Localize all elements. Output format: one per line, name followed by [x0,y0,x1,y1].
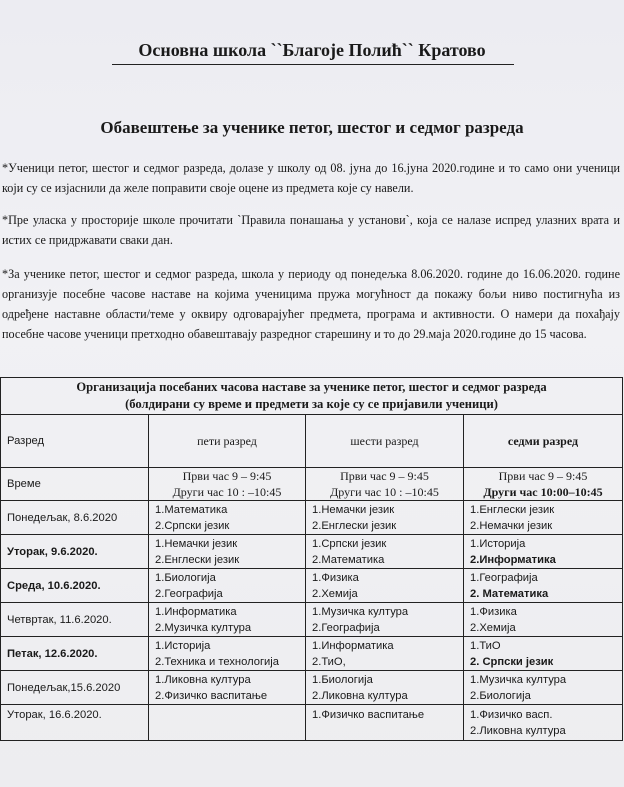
time-fifth-first: Први час 9 – 9:45 [182,469,272,483]
fifth-cell [149,501,306,535]
subject: 1.Математика [155,503,228,516]
day-cell: Понедељак,15.6.2020 [1,671,149,705]
time-sixth [306,468,464,501]
caption-line-1: Организација посебаних часова наставе за ученике петог, шестог и седмог разреда [76,380,547,394]
subject: 2.Физичко васпитање [155,689,268,702]
subject: 2.Немачки језик [470,519,553,532]
subject: 2.Ликовна култура [312,689,408,702]
subject: 1.Немачки језик [312,503,395,516]
subject-selected: 2. Математика [470,587,549,600]
fifth-cell [149,569,306,603]
seventh-cell [464,603,623,637]
seventh-cell [464,705,623,741]
day-cell: Понедељак, 8.6.2020 [1,501,149,535]
time-fifth [149,468,306,501]
subject: 1.Биологија [155,571,216,584]
time-seventh-second: Други час 10:00–10:45 [483,485,603,499]
header-grade: Разред [1,415,149,468]
fifth-cell [149,603,306,637]
subject-selected: 2. Српски језик [470,655,554,668]
subject: 1.Информатика [312,639,394,652]
sixth-cell [306,501,464,535]
subject: 1.Физика [312,571,359,584]
subject: 1.Ликовна култура [155,673,251,686]
subject: 1.Немачки језик [155,537,238,550]
sixth-cell [306,603,464,637]
sixth-cell [306,637,464,671]
seventh-cell [464,671,623,705]
subject: 2.Математика [312,553,385,566]
table-row [1,705,623,741]
seventh-cell [464,535,623,569]
paragraph-rules: *Пре уласка у просторије школе прочитати `Правила понашања у установи`, која се налазе испред улазних врата и истих се придржавати сваки дан. [2,213,620,247]
table-caption-row [1,378,623,415]
subject: 1.Физика [470,605,517,618]
fifth-cell [149,535,306,569]
table-header-row [1,415,623,468]
table-row [1,671,623,705]
subject: 2.ТиО, [312,655,346,668]
schedule-table [0,377,623,741]
subject: 1.Историја [470,537,526,550]
subject: 1.Биологија [312,673,373,686]
time-sixth-second: Други час 10 : –10:45 [330,485,439,499]
table-row [1,637,623,671]
subject: 1.Географија [470,571,538,584]
subject: 2.Техника и технологија [155,655,279,668]
subject: 2.Ликовна култура [470,724,566,737]
subject: 1.Информатика [155,605,237,618]
subject: 2.Хемија [470,621,516,634]
subject: 1.Физичко васп. [470,708,553,721]
time-fifth-second: Други час 10 : –10:45 [172,485,282,499]
school-name: Основна школа ``Благоје Полић`` Кратово [138,40,486,60]
subject: 1.Музичка култура [312,605,409,618]
subject: 2.Хемија [312,587,358,600]
subject: 2.Географија [312,621,380,634]
subject: 1.ТиО [470,639,501,652]
time-seventh-first: Први час 9 – 9:45 [498,469,588,483]
subject: 2.Музичка култура [155,621,252,634]
time-seventh [464,468,623,501]
notice-title: Обавештење за ученике петог, шестог и седмог разреда [100,118,524,137]
sixth-cell [306,569,464,603]
sixth-cell [306,535,464,569]
table-row [1,569,623,603]
paragraph-organization: *За ученике петог, шестог и седмог разреда, школа у периоду од понедељка 8.06.2020. године до 16.06.2020. године организује посебне часове наставе на којима ученицима пружа могућност да покажу бољи ниво постигнућа из одређене наставне области/теме у оквиру одговарајућег предмета, програма и активности. О намери да похађају посебне часове ученици претходно обавештавају разредног старешину и то до 29.маја 2020.године до 15 часова. [2,267,620,341]
table-row [1,501,623,535]
header-seventh: седми разред [464,415,623,468]
subject: 1.Физичко васпитање [312,709,425,721]
paragraph-arrival: *Ученици петог, шестог и седмог разреда, долазе у школу од 08. јуна до 16.јуна 2020.године и то само они ученици који су се изјаснили да желе поправити своје оцене из предмета које су навели. [2,161,620,195]
subject: 2.Биологија [470,689,531,702]
time-sixth-first: Први час 9 – 9:45 [340,469,429,483]
day-cell: Уторак, 9.6.2020. [1,535,149,569]
day-cell: Среда, 10.6.2020. [1,569,149,603]
day-cell: Петак, 12.6.2020. [1,637,149,671]
seventh-cell [464,637,623,671]
sixth-cell [306,705,464,741]
subject: 2.Енглески језик [312,519,397,532]
table-row [1,535,623,569]
subject: 1.Историја [155,639,211,652]
subject: 2.Енглески језик [155,553,240,566]
subject: 2.Српски језик [155,519,230,532]
fifth-cell [149,705,306,741]
caption-line-2: (болдирани су време и предмети за које су се пријавили ученици) [125,397,498,411]
seventh-cell [464,569,623,603]
table-row-time [1,468,623,501]
subject-selected: 2.Информатика [470,553,556,566]
title-underline [112,64,514,65]
header-fifth: пети разред [149,415,306,468]
header-sixth: шести разред [306,415,464,468]
day-cell: Четвртак, 11.6.2020. [1,603,149,637]
day-cell: Уторак, 16.6.2020. [1,705,149,741]
table-row [1,603,623,637]
subject: 1.Музичка култура [470,673,567,686]
time-label: Време [1,468,149,501]
subject: 2.Географија [155,587,223,600]
seventh-cell [464,501,623,535]
subject: 1.Српски језик [312,537,387,550]
table-caption [1,378,623,415]
subject: 1.Енглески језик [470,503,555,516]
sixth-cell [306,671,464,705]
fifth-cell [149,671,306,705]
fifth-cell [149,637,306,671]
